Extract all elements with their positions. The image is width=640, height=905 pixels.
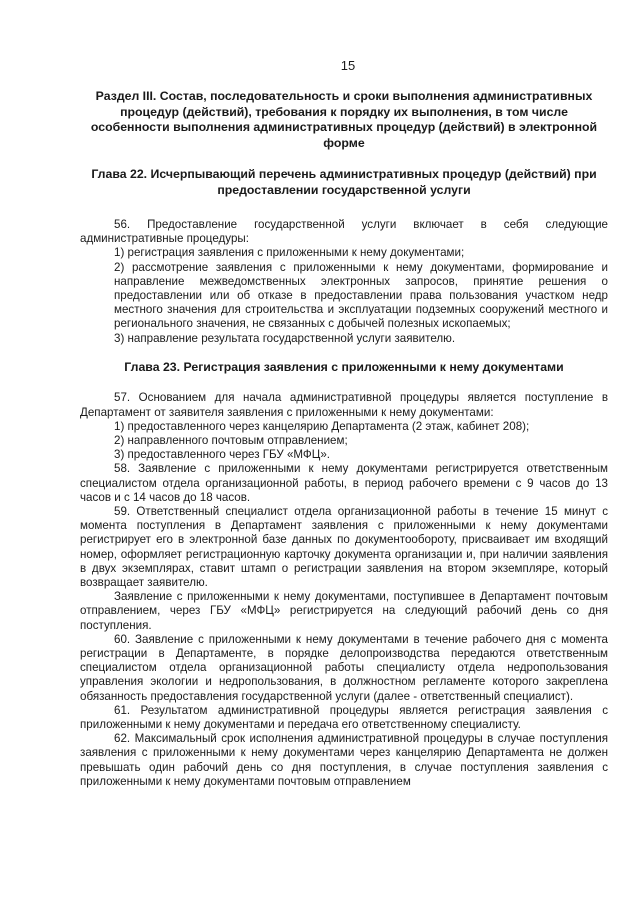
- paragraph-59: 59. Ответственный специалист отдела организационной работы в течение 15 минут с момента поступления в Департамент заявления с приложенными к нему документами регистрирует его в электронной базе данных по документообороту, присваивает им входящий номер, оформляет регистрационную карточку документа организации и, при наличии заявления в двух экземплярах, ставит штамп о регистрации заявления на втором экземпляре, который возвращает заявителю.: [80, 504, 608, 589]
- list-item: 1) предоставленного через канцелярию Департамента (2 этаж, кабинет 208);: [114, 419, 530, 433]
- list-item: 1) регистрация заявления с приложенными к нему документами;: [114, 246, 465, 260]
- page-number: 15: [340, 58, 356, 73]
- paragraph-58: 58. Заявление с приложенными к нему документами регистрируется ответственным специалистом отдела организационной работы, в период рабочего времени с 9 часов до 13 часов и с 14 часов до 18 часов.: [80, 462, 608, 504]
- paragraph-60: 60. Заявление с приложенными к нему документами в течение рабочего дня с момента регистрации в Департаменте, в порядке делопроизводства передаются ответственным специалистом отдела организационной работы специалисту отдела недропользования управления экологии и недропользования, в должностном регламенте которого закреплена обязанность предоставления государственной услуги (далее - ответственный специалист).: [80, 632, 608, 703]
- chapter-22-title: Глава 22. Исчерпывающий перечень административных процедур (действий) при предоставлении государственной услуги: [91, 167, 597, 197]
- chapter-23-title: Глава 23. Регистрация заявления с приложенными к нему документами: [124, 359, 564, 374]
- paragraph-62: 62. Максимальный срок исполнения административной процедуры в случае поступления заявления с приложенными к нему документами через канцелярию Департамента не должен превышать один рабочий день со дня поступления, в случае поступления заявления с приложенными к нему документами почтовым отправлением: [80, 732, 608, 788]
- list-item: 3) предоставленного через ГБУ «МФЦ».: [114, 448, 330, 462]
- paragraph-61: 61. Результатом административной процедуры является регистрация заявления с приложенными к нему документами и передача его ответственному специалисту.: [80, 703, 608, 731]
- paragraph-56: 56. Предоставление государственной услуги включает в себя следующие административные процедуры:: [80, 218, 608, 246]
- list-item: 2) рассмотрение заявления с приложенными к нему документами, формирование и направление межведомственных электронных запросов, принятие решения о предоставлении или об отказе в предоставлении права пользования участком недр местного значения для строительства и эксплуатации подземных сооружений местного и регионального значения, не связанных с добычей полезных ископаемых;: [114, 260, 608, 331]
- paragraph-59-continued: Заявление с приложенными к нему документами, поступившее в Департамент почтовым отправлением, через ГБУ «МФЦ» регистрируется на следующий рабочий день со дня поступления.: [80, 590, 608, 632]
- paragraph-57: 57. Основанием для начала административной процедуры является поступление в Департамент от заявителя заявления с приложенными к нему документами:: [80, 391, 608, 419]
- list-item: 3) направление результата государственной услуги заявителю.: [114, 331, 456, 345]
- section-title: Раздел III. Состав, последовательность и сроки выполнения административных процедур (действий), требования к порядку их выполнения, в том числе особенности выполнения административных процедур (действий) в электронной форме: [90, 89, 598, 150]
- list-item: 2) направленного почтовым отправлением;: [114, 433, 348, 447]
